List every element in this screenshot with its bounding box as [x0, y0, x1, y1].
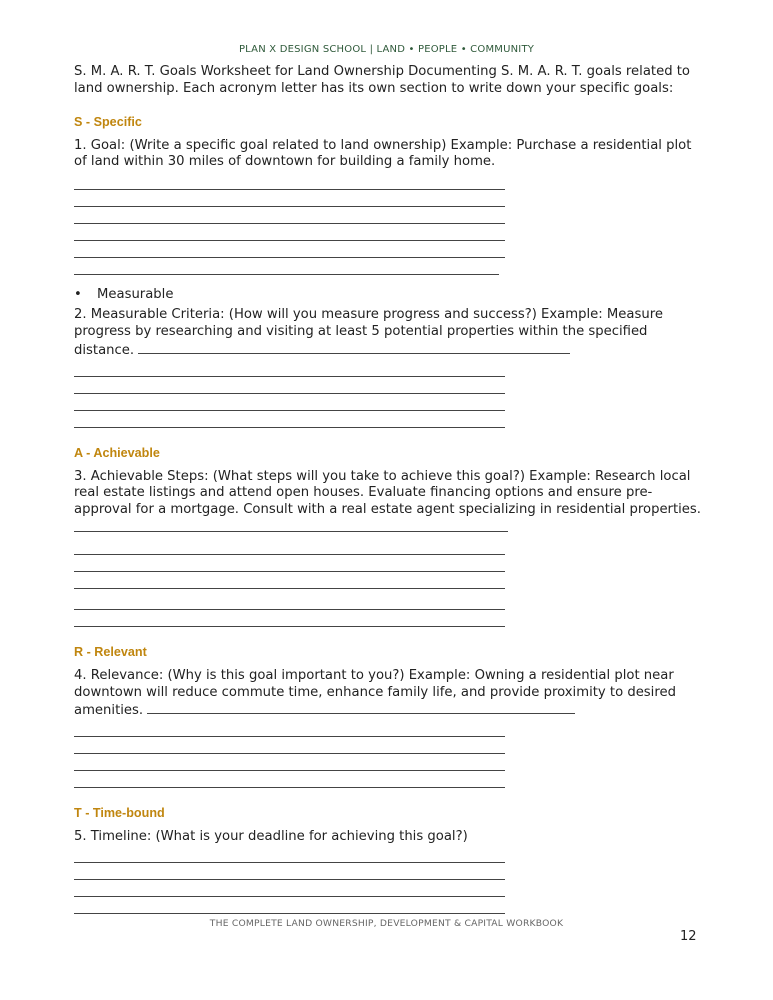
answer-line[interactable] — [74, 173, 505, 190]
answer-line[interactable] — [74, 589, 505, 610]
measurable-prompt-text: 2. Measurable Criteria: (How will you measure progress and success?) Example: Measure progress by researching and visiting at least 5 potential properties within the specified distance. — [74, 307, 663, 358]
answer-line[interactable] — [74, 897, 505, 914]
intro-text: S. M. A. R. T. Goals Worksheet for Land Ownership Documenting S. M. A. R. T. goals related to land ownership. Each acronym letter has its own section to write down your specific goals: — [74, 64, 691, 96]
answer-line[interactable] — [74, 572, 505, 589]
timeline-answer-lines — [74, 846, 704, 914]
answer-line[interactable] — [74, 207, 505, 224]
section-heading-specific: S - Specific — [74, 114, 142, 129]
goal-answer-lines — [74, 173, 704, 275]
answer-line[interactable] — [74, 224, 505, 241]
answer-line[interactable] — [74, 377, 505, 394]
inline-answer-line[interactable] — [74, 519, 508, 532]
timeline-prompt: 5. Timeline: (What is your deadline for achieving this goal?) — [74, 829, 468, 845]
measurable-prompt — [74, 307, 704, 359]
answer-line[interactable] — [74, 880, 505, 897]
answer-line[interactable] — [74, 360, 505, 377]
worksheet-content — [74, 64, 704, 914]
answer-line[interactable] — [74, 241, 505, 258]
inline-answer-line[interactable] — [147, 701, 575, 714]
answer-line[interactable] — [74, 411, 505, 428]
answer-line[interactable] — [74, 754, 505, 771]
section-heading-time-bound: T - Time-bound — [74, 806, 165, 821]
answer-line[interactable] — [74, 771, 505, 788]
answer-line[interactable] — [74, 394, 505, 411]
measurable-answer-lines — [74, 360, 704, 428]
bullet-measurable — [74, 287, 704, 303]
goal-prompt: 1. Goal: (Write a specific goal related to land ownership) Example: Purchase a residential plot of land within 30 miles of downtown for building a family home. — [74, 137, 692, 170]
answer-line[interactable] — [74, 737, 505, 754]
bullet-label: Measurable — [97, 287, 174, 303]
relevance-prompt-text: 4. Relevance: (Why is this goal important to you?) Example: Owning a residential plot near downtown will reduce commute time, enhance family life, and provide proximity to desired amenities. — [74, 667, 676, 719]
answer-line[interactable] — [74, 538, 505, 555]
bullet-icon: • — [74, 287, 82, 303]
relevance-prompt — [74, 668, 704, 720]
achievable-answer-lines — [74, 538, 704, 627]
answer-line[interactable] — [74, 555, 505, 572]
achievable-prompt-text: 3. Achievable Steps: (What steps will you take to achieve this goal?) Example: Research local real estate listings and attend open houses. Evaluate financing options and ensure pre-approval for a mortgage. Consult with a real estate agent specializing in residential properties. — [74, 468, 701, 518]
relevance-answer-lines — [74, 720, 704, 788]
page-number: 12 — [680, 929, 697, 944]
answer-line[interactable] — [74, 846, 505, 863]
page-header: PLAN X DESIGN SCHOOL | LAND • PEOPLE • COMMUNITY — [238, 44, 535, 55]
answer-line[interactable] — [74, 190, 505, 207]
section-heading-relevant: R - Relevant — [74, 644, 147, 659]
inline-answer-line[interactable] — [138, 341, 570, 354]
section-heading-achievable: A - Achievable — [74, 445, 160, 460]
answer-line[interactable] — [74, 258, 499, 275]
answer-line[interactable] — [74, 863, 505, 880]
page-footer: THE COMPLETE LAND OWNERSHIP, DEVELOPMENT & CAPITAL WORKBOOK — [209, 918, 564, 929]
answer-line[interactable] — [74, 610, 505, 627]
achievable-prompt — [74, 469, 704, 538]
answer-line[interactable] — [74, 720, 505, 737]
